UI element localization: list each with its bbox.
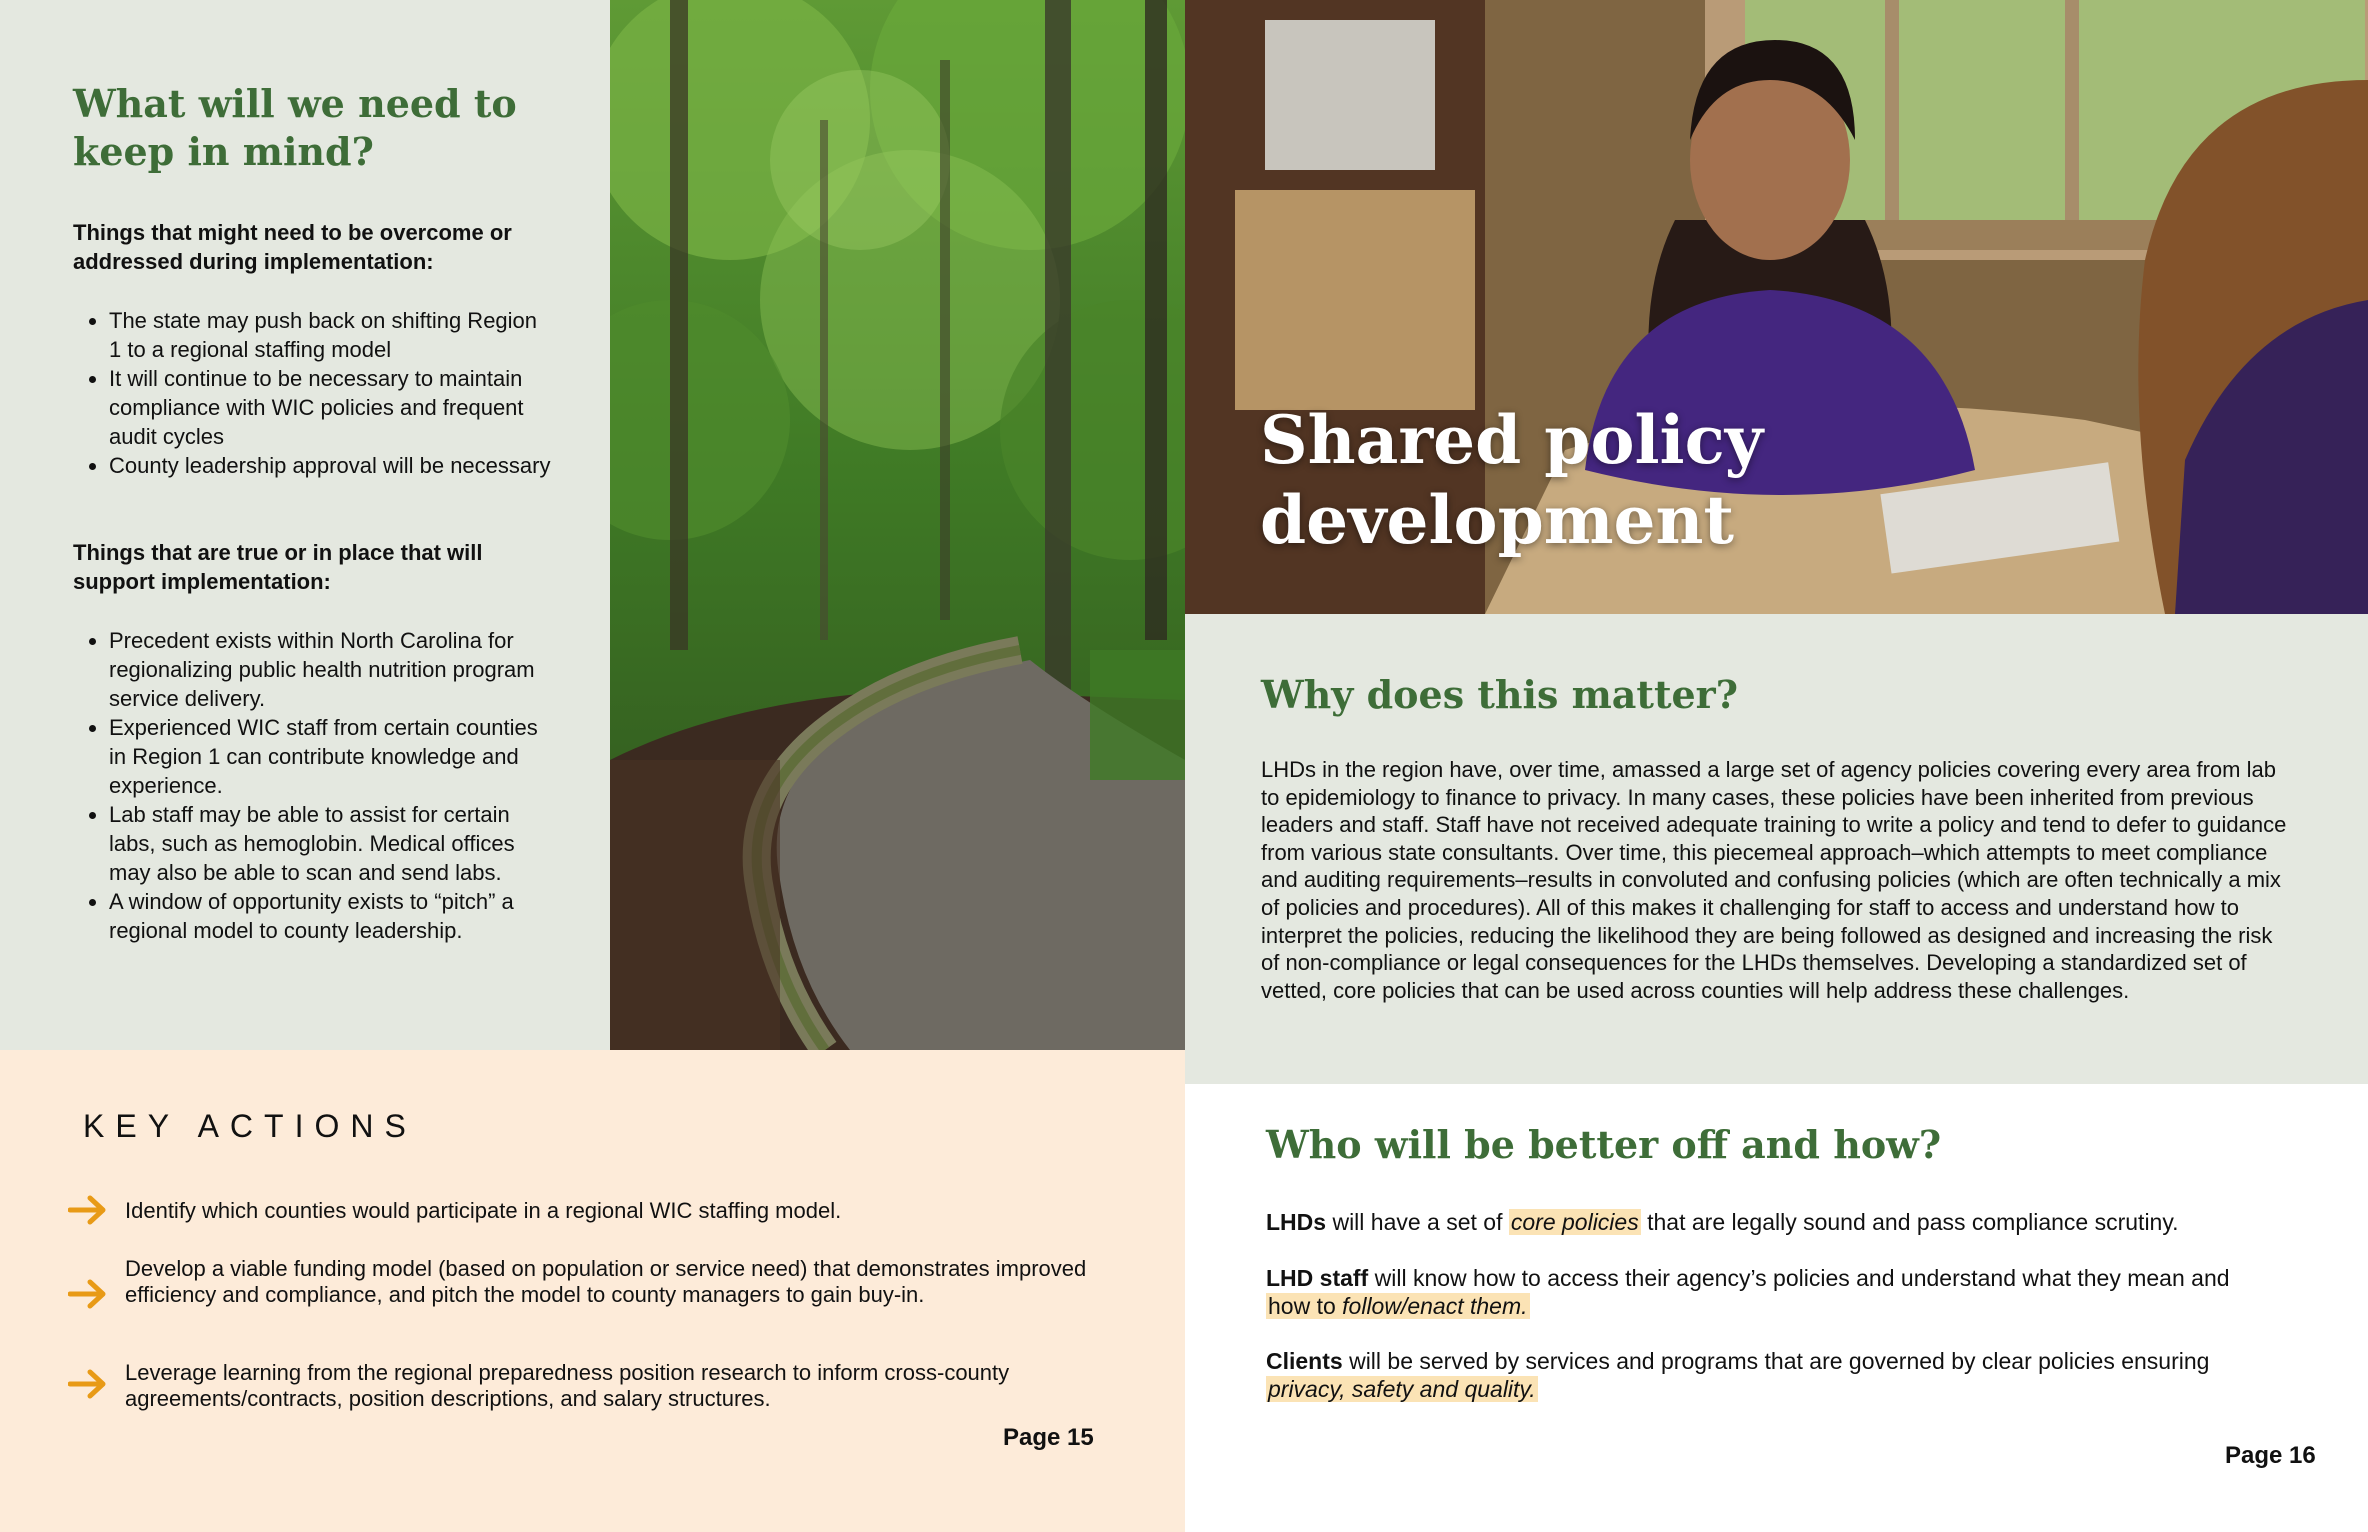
clients-highlight: privacy, safety and quality.	[1268, 1376, 1536, 1402]
staff-highlight-italic: follow/enact them.	[1342, 1293, 1528, 1319]
arrow-right-icon	[68, 1194, 108, 1226]
who-heading: Who will be better off and how?	[1266, 1122, 1942, 1167]
lhds-text: will have a set of	[1326, 1209, 1509, 1235]
why-body: LHDs in the region have, over time, amassed a large set of agency policies covering every area from lab to epidemiology to finance to privacy. In many cases, these policies have been inherited from previous leaders and staff. Staff have not received adequate training to write a policy and tend to defer to guidance from various state consultants. Over time, this piecemeal approach–which attempts to meet compliance and auditing requirements–results in convoluted and confusing policies (which are often technically a mix of policies and procedures). All of this makes it challenging for staff to access and understand how to interpret the policies, reducing the likelihood they are being followed as designed and increasing the risk of non-compliance or legal consequences for the LHDs themselves. Developing a standardized set of vetted, core policies that can be used across counties will help address these challenges.	[1261, 757, 2287, 1003]
why-matter-panel	[1185, 614, 2368, 1084]
lhds-statement	[1266, 1208, 2266, 1236]
list-item: • A window of opportunity exists to “pitch” a regional model to county leadership.	[109, 887, 553, 945]
key-actions-title: KEY ACTIONS	[83, 1108, 417, 1144]
key-action-text: Develop a viable funding model (based on population or service need) that demonstrates improved efficiency and compliance, and pitch the model to county managers to gain buy-in.	[125, 1256, 1087, 1307]
list-item: • County leadership approval will be necessary	[109, 451, 553, 480]
list-item: • The state may push back on shifting Region 1 to a regional staffing model	[109, 306, 553, 364]
support-list	[73, 626, 553, 945]
lhds-highlight: core policies	[1510, 1209, 1639, 1235]
arrow-right-icon	[68, 1278, 108, 1310]
clients-text: will be served by services and programs that are governed by clear policies ensuring	[1342, 1348, 2210, 1374]
forest-path-illustration	[610, 0, 1185, 1050]
staff-label: LHD staff	[1266, 1265, 1369, 1291]
overcome-heading: Things that might need to be overcome or addressed during implementation:	[73, 220, 512, 274]
page-number: Page 16	[2225, 1442, 2316, 1469]
list-item: • Experienced WIC staff from certain counties in Region 1 can contribute knowledge and experience.	[109, 713, 553, 800]
overcome-list	[73, 306, 553, 480]
why-heading: Why does this matter?	[1261, 672, 1738, 717]
keep-in-mind-panel	[0, 0, 610, 1050]
clients-statement	[1266, 1347, 2266, 1403]
lhds-text: that are legally sound and pass compliance scrutiny.	[1640, 1209, 2179, 1235]
staff-highlight	[1266, 1293, 1530, 1319]
key-action-text: Identify which counties would participate in a regional WIC staffing model.	[125, 1198, 842, 1223]
list-item: • Precedent exists within North Carolina for regionalizing public health nutrition program service delivery.	[109, 626, 553, 713]
staff-statement	[1266, 1264, 2266, 1320]
keep-in-mind-heading: What will we need to keep in mind?	[73, 81, 517, 174]
arrow-right-icon	[68, 1368, 108, 1400]
list-item: • It will continue to be necessary to maintain compliance with WIC policies and frequent audit cycles	[109, 364, 553, 451]
lhds-label: LHDs	[1266, 1209, 1327, 1235]
key-actions-panel	[0, 1050, 1185, 1532]
clients-label: Clients	[1266, 1348, 1343, 1374]
section-title: Shared policy development	[1260, 401, 1764, 559]
who-better-off-panel	[1185, 1084, 2368, 1532]
office-meeting-photo	[1185, 0, 2368, 614]
support-heading: Things that are true or in place that will support implementation:	[73, 540, 483, 594]
key-action-text: Leverage learning from the regional preparedness position research to inform cross-county agreements/contracts, position descriptions, and salary structures.	[125, 1360, 1010, 1411]
forest-path-photo	[610, 0, 1185, 1050]
staff-highlight-text: how to	[1268, 1293, 1343, 1319]
list-item: • Lab staff may be able to assist for certain labs, such as hemoglobin. Medical offices may also be able to scan and send labs.	[109, 800, 553, 887]
page-number: Page 15	[1003, 1424, 1094, 1451]
staff-text: will know how to access their agency’s policies and understand what they mean and	[1368, 1265, 2230, 1291]
